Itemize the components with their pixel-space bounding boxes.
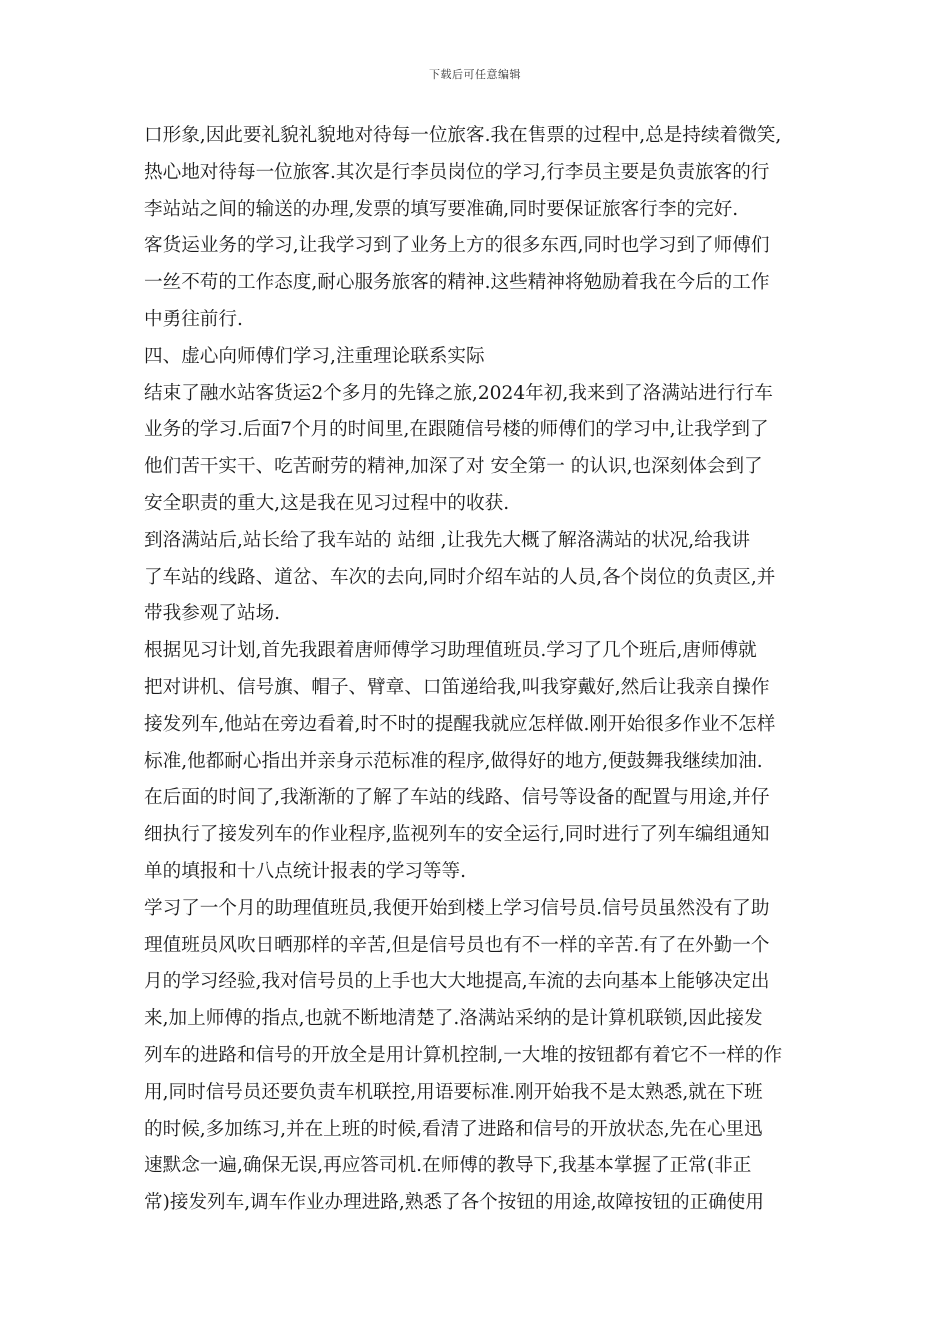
text-line: 把对讲机、信号旗、帽子、臂章、口笛递给我,叫我穿戴好,然后让我亲自操作 xyxy=(144,676,770,698)
text-line: 标准,他都耐心指出并亲身示范标准的程序,做得好的地方,便鼓舞我继续加油. xyxy=(144,750,763,772)
text-line: 的时候,多加练习,并在上班的时候,看清了进路和信号的开放状态,先在心里迅 xyxy=(144,1118,763,1140)
text-line: 带我参观了站场. xyxy=(144,603,281,625)
text-line: 单的填报和十八点统计报表的学习等等. xyxy=(144,860,467,882)
text-line: 列车的进路和信号的开放全是用计算机控制,一大堆的按钮都有着它不一样的作 xyxy=(144,1044,783,1066)
text-line: 学习了一个月的助理值班员,我便开始到楼上学习信号员.信号员虽然没有了助 xyxy=(144,897,770,919)
text-line: 他们苦干实干、吃苦耐劳的精神,加深了对 安全第一 的认识,也深刻体会到了 xyxy=(144,456,763,478)
text-line: 细执行了接发列车的作业程序,监视列车的安全运行,同时进行了列车编组通知 xyxy=(144,824,770,846)
text-line: 安全职责的重大,这是我在见习过程中的收获. xyxy=(144,492,510,514)
text-line: 李站站之间的输送的办理,发票的填写要准确,同时要保证旅客行李的完好. xyxy=(144,198,739,220)
text-line: 在后面的时间了,我渐渐的了解了车站的线路、信号等设备的配置与用途,并仔 xyxy=(144,787,770,809)
text-line: 结束了融水站客货运2个多月的先锋之旅,2024年初,我来到了洛满站进行行车 xyxy=(144,382,773,404)
text-line: 常)接发列车,调车作业办理进路,熟悉了各个按钮的用途,故障按钮的正确使用 xyxy=(144,1192,764,1214)
text-line: 用,同时信号员还要负责车机联控,用语要标准.刚开始我不是太熟悉,就在下班 xyxy=(144,1081,763,1103)
text-line: 理值班员风吹日晒那样的辛苦,但是信号员也有不一样的辛苦.有了在外勤一个 xyxy=(144,934,770,956)
text-line: 热心地对待每一位旅客.其次是行李员岗位的学习,行李员主要是负责旅客的行 xyxy=(144,161,770,183)
text-line: 月的学习经验,我对信号员的上手也大大地提高,车流的去向基本上能够决定出 xyxy=(144,971,770,993)
text-line: 口形象,因此要礼貌礼貌地对待每一位旅客.我在售票的过程中,总是持续着微笑, xyxy=(144,125,782,146)
text-line: 接发列车,他站在旁边看着,时不时的提醒我就应怎样做.刚开始很多作业不怎样 xyxy=(144,713,776,735)
text-line: 一丝不苟的工作态度,耐心服务旅客的精神.这些精神将勉励着我在今后的工作 xyxy=(144,272,770,294)
text-line: 业务的学习.后面7个月的时间里,在跟随信号楼的师傅们的学习中,让我学到了 xyxy=(144,419,769,441)
text-line: 速默念一遍,确保无误,再应答司机.在师傅的教导下,我基本掌握了正常(非正 xyxy=(144,1155,752,1177)
text-line: 来,加上师傅的指点,也就不断地清楚了.洛满站采纳的是计算机联锁,因此接发 xyxy=(144,1008,763,1030)
text-line: 根据见习计划,首先我跟着唐师傅学习助理值班员.学习了几个班后,唐师傅就 xyxy=(144,640,757,662)
page-header: 下载后可任意编辑 xyxy=(429,68,521,81)
text-line: 到洛满站后,站长给了我车站的 站细 ,让我先大概了解洛满站的状况,给我讲 xyxy=(144,529,750,551)
document-body xyxy=(144,118,814,1222)
text-line: 了车站的线路、道岔、车次的去向,同时介绍车站的人员,各个岗位的负责区,并 xyxy=(144,566,776,588)
section-heading: 四、虚心向师傅们学习,注重理论联系实际 xyxy=(144,345,485,367)
text-line: 客货运业务的学习,让我学习到了业务上方的很多东西,同时也学习到了师傅们 xyxy=(144,235,770,257)
text-line: 中勇往前行. xyxy=(144,308,243,330)
